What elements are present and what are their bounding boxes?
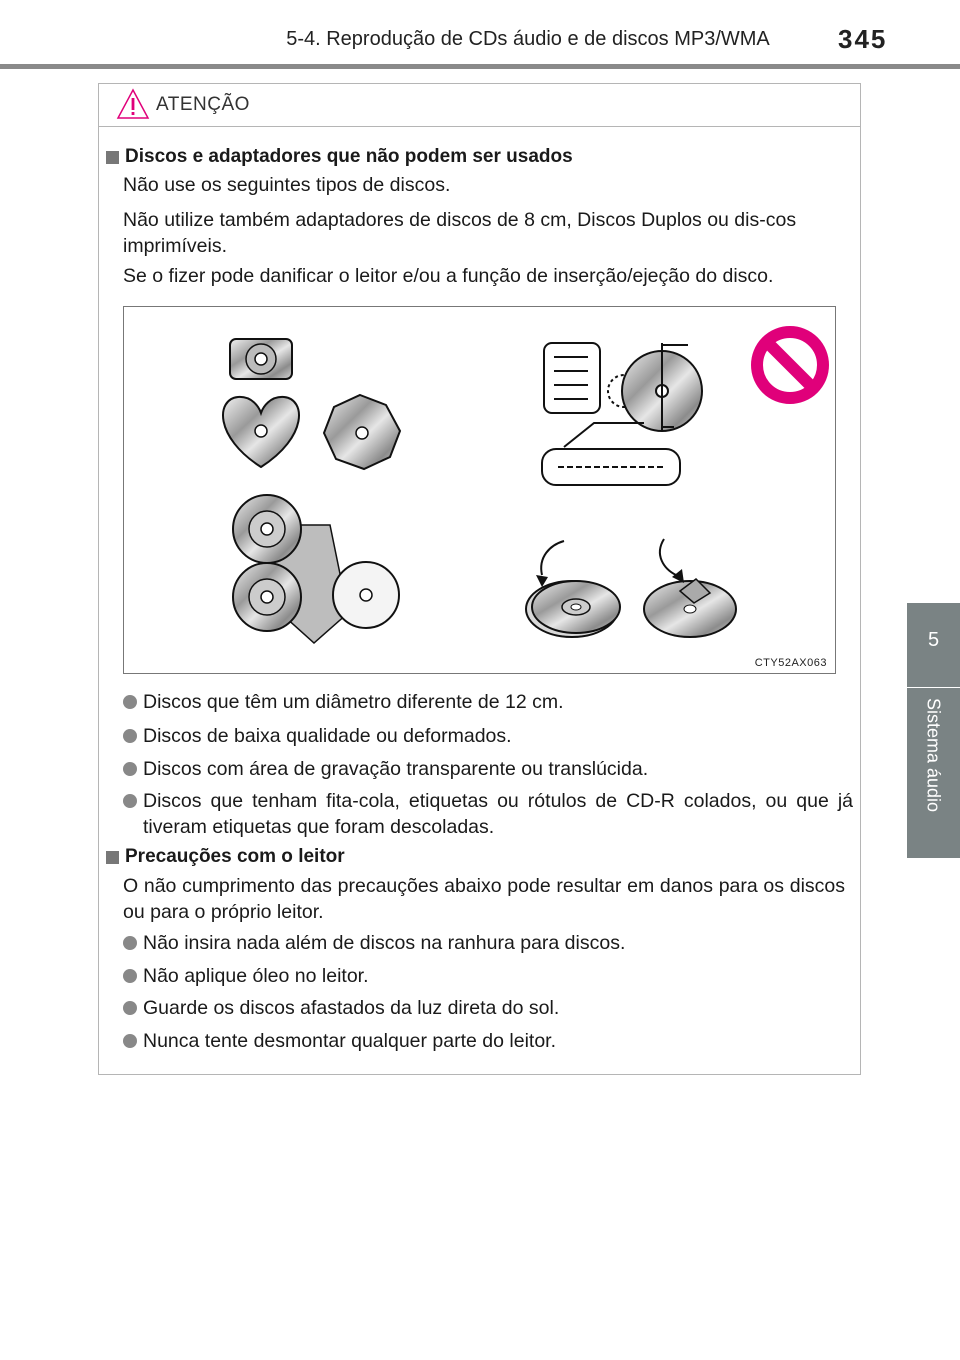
header-rule [0, 64, 960, 69]
adapter-disc-icon [233, 495, 399, 643]
section2-bullet-1 [123, 930, 853, 956]
figure-code: CTY52AX063 [754, 657, 827, 669]
bullet-text: Guarde os discos afastados da luz direta do sol. [143, 997, 560, 1019]
section1-paragraph-1: Não use os seguintes tipos de discos. [123, 174, 451, 196]
section1-paragraph-2: Não utilize também adaptadores de discos de 8 cm, Discos Duplos ou dis-cos imprimíveis. [123, 209, 797, 257]
section1-heading-text: Discos e adaptadores que não podem ser usados [125, 146, 573, 167]
chapter-tab [907, 603, 960, 687]
section1-bullet-4 [123, 788, 853, 840]
bullet-text: Discos que tenham fita-cola, etiquetas ou rótulos de CD-R colados, ou que já tiveram etiquetas que foram descoladas. [143, 790, 853, 838]
bullet-dot-icon [123, 936, 137, 950]
section2-paragraph-1: O não cumprimento das precauções abaixo pode resultar em danos para os discos ou para o próprio leitor. [123, 875, 845, 923]
polygon-disc-icon [324, 395, 400, 469]
prohibition-icon [757, 332, 823, 398]
bullet-text: Não aplique óleo no leitor. [143, 965, 369, 987]
card-disc-icon [230, 339, 292, 379]
warning-triangle-icon [116, 88, 150, 120]
square-bullet-icon [106, 151, 119, 164]
warning-title: ATENÇÃO [156, 94, 250, 115]
chapter-number: 5 [927, 629, 940, 651]
square-bullet-icon [106, 851, 119, 864]
section2-heading-text: Precauções com o leitor [125, 846, 345, 867]
section-label: Sistema áudio [923, 698, 944, 813]
section1-bullet-3 [123, 756, 853, 782]
bullet-dot-icon [123, 762, 137, 776]
section1-bullet-1 [123, 689, 853, 715]
player-slot-icon [542, 343, 702, 485]
bullet-dot-icon [123, 969, 137, 983]
heart-disc-icon [223, 397, 299, 467]
bullet-dot-icon [123, 794, 137, 808]
section-tab [907, 688, 960, 858]
discs-drawing [124, 307, 835, 673]
bullet-text: Não insira nada além de discos na ranhura para discos. [143, 932, 626, 954]
bullet-dot-icon [123, 1001, 137, 1015]
warning-header [99, 84, 860, 127]
discs-illustration [123, 306, 836, 674]
section1-paragraph-3: Se o fizer pode danificar o leitor e/ou a função de inserção/ejeção do disco. [123, 265, 774, 287]
labeled-disc-icon [526, 539, 736, 637]
bullet-text: Discos de baixa qualidade ou deformados. [143, 725, 512, 747]
page-number: 345 [838, 24, 888, 54]
bullet-text: Discos com área de gravação transparente ou translúcida. [143, 758, 649, 780]
section1-bullet-2 [123, 723, 853, 749]
bullet-dot-icon [123, 1034, 137, 1048]
section1-heading [106, 146, 573, 168]
bullet-text: Nunca tente desmontar qualquer parte do leitor. [143, 1030, 557, 1052]
bullet-dot-icon [123, 695, 137, 709]
section2-bullet-2 [123, 963, 853, 989]
section2-bullet-4 [123, 1028, 853, 1054]
header-title: 5-4. Reprodução de CDs áudio e de discos MP3/WMA [286, 28, 770, 50]
bullet-dot-icon [123, 729, 137, 743]
section2-bullet-3 [123, 995, 853, 1021]
section2-heading [106, 846, 345, 868]
bullet-text: Discos que têm um diâmetro diferente de 12 cm. [143, 691, 564, 713]
